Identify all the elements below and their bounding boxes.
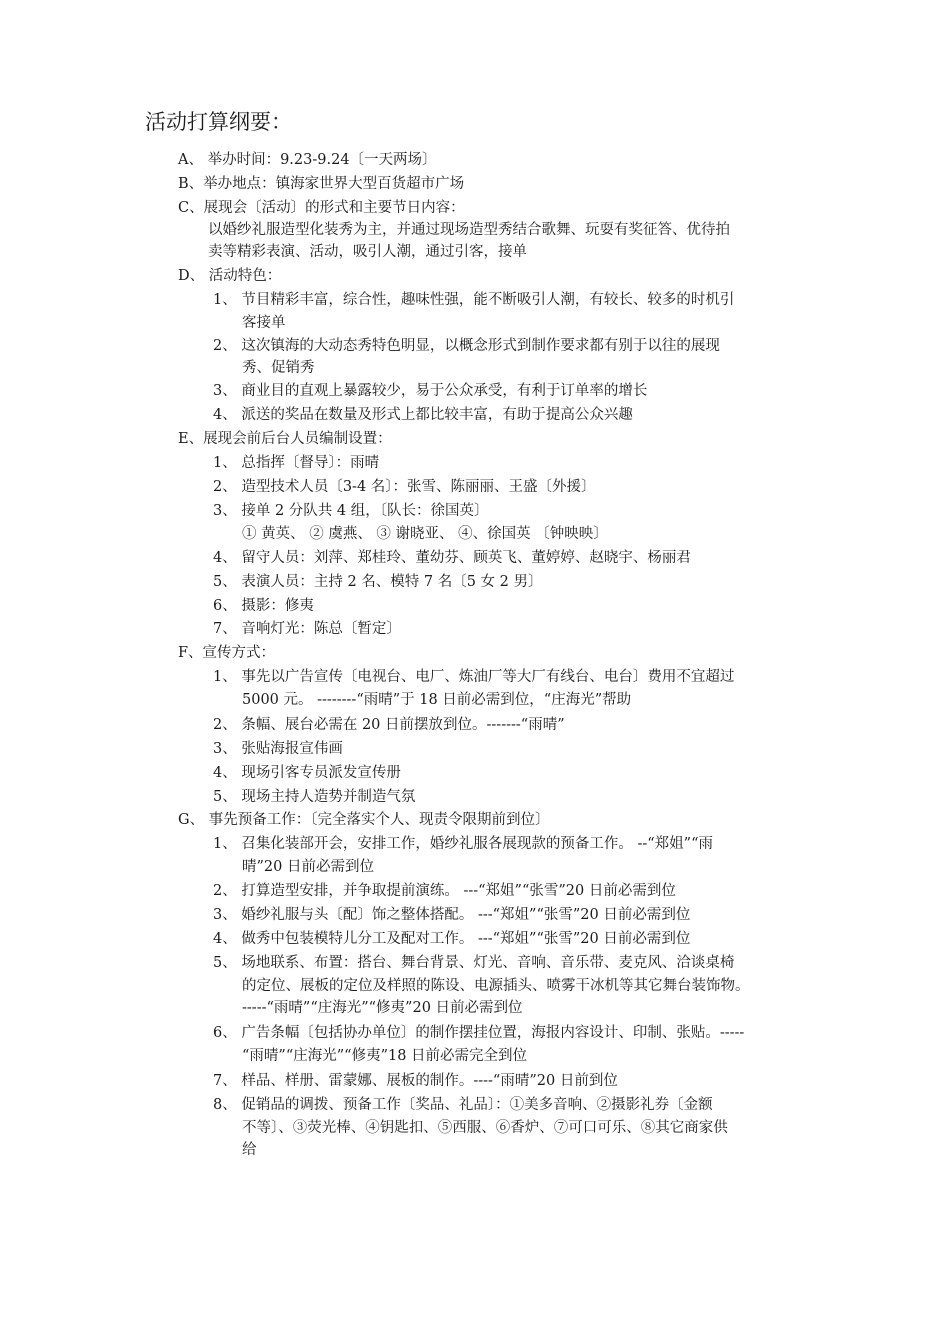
text-line: 4、 现场引客专员派发宣传册 [213, 765, 401, 781]
text-line: -----“雨晴”“庄海光”“修夷”20 日前必需到位 [242, 1000, 523, 1016]
text-line: 客接单 [242, 315, 286, 331]
text-line: 3、 商业目的直观上暴露较少，易于公众承受，有利于订单率的增长 [213, 383, 648, 399]
text-line: 2、 打算造型安排，并争取提前演练。 ---“郑姐”“张雪”20 日前必需到位 [213, 883, 676, 899]
text-line: 2、 这次镇海的大动态秀特色明显，以概念形式到制作要求都有别于以往的展现 [213, 338, 720, 354]
text-line: 5000 元。 --------“雨晴”于 18 日前必需到位，“庄海光”帮助 [242, 692, 632, 708]
text-line: 6、 摄影：修夷 [213, 598, 314, 614]
text-line: 3、 接单 2 分队共 4 组，〔队长：徐国英〕 [213, 503, 489, 519]
text-line: 秀、促销秀 [242, 360, 315, 376]
text-line: 4、 做秀中包装模特儿分工及配对工作。 ---“郑姐”“张雪”20 日前必需到位 [213, 931, 691, 947]
text-line: E、展现会前后台人员编制设置： [178, 431, 392, 447]
text-line: 5、 现场主持人造势并制造气氛 [213, 789, 416, 805]
text-line: 卖等精彩表演、活动，吸引人潮，通过引客，接单 [208, 244, 527, 260]
text-line: 3、 张贴海报宣伟画 [213, 741, 343, 757]
text-line: 5、 表演人员：主持 2 名、模特 7 名〔5 女 2 男〕 [213, 574, 543, 590]
text-line: 1、 事先以广告宣传〔电视台、电厂、炼油厂等大厂有线台、电台〕费用不宜超过 [213, 669, 735, 685]
text-line: 2、 造型技术人员〔3-4 名〕：张雪、陈丽丽、王盛〔外援〕 [213, 479, 596, 495]
text-line: 8、 促销品的调拨、预备工作〔奖品、礼品〕：①美多音响、②摄影礼券〔金额 [213, 1097, 713, 1113]
text-line: 1、 节目精彩丰富，综合性，趣味性强，能不断吸引人潮，有较长、较多的时机引 [213, 292, 735, 308]
text-line: F、宣传方式： [178, 645, 276, 661]
text-line: 7、 样品、样册、雷蒙娜、展板的制作。----“雨晴”20 日前到位 [213, 1073, 618, 1089]
text-line: 4、 留守人员：刘萍、郑桂玲、董幼芬、顾英飞、董婷婷、赵晓宇、杨丽君 [213, 550, 691, 566]
text-line: 的定位、展板的定位及样照的陈设、电源插头、喷雾干冰机等其它舞台装饰物。 [242, 978, 750, 994]
text-line: 5、 场地联系、布置：搭台、舞台背景、灯光、音响、音乐带、麦克风、洽谈桌椅 [213, 955, 735, 971]
text-line: 晴”20 日前必需到位 [242, 859, 374, 875]
document-title: 活动打算纲要： [145, 110, 292, 134]
text-line: 1、 召集化装部开会，安排工作，婚纱礼服各展现款的预备工作。 --“郑姐”“雨 [213, 836, 713, 852]
text-line: “雨晴”“庄海光”“修夷”18 日前必需完全到位 [242, 1048, 528, 1064]
text-line: 7、 音响灯光：陈总〔暂定〕 [213, 621, 401, 637]
text-line: 以婚纱礼服造型化装秀为主，并通过现场造型秀结合歌舞、玩耍有奖征答、优待拍 [208, 222, 730, 238]
text-line: C、展现会〔活动〕的形式和主要节日内容： [178, 200, 465, 216]
text-line: G、 事先预备工作：〔完全落实个人、现责令限期前到位〕 [178, 812, 550, 828]
text-line: ① 黄英、 ② 虞燕、 ③ 谢晓亚、 ④、徐国英 〔钟映映〕 [242, 526, 608, 542]
text-line: B、举办地点：镇海家世界大型百货超市广场 [178, 176, 465, 192]
text-line: 3、 婚纱礼服与头〔配〕饰之整体搭配。 ---“郑姐”“张雪”20 日前必需到位 [213, 907, 691, 923]
text-line: 6、 广告条幅〔包括协办单位〕的制作摆挂位置，海报内容设计、印制、张贴。----- [213, 1025, 745, 1041]
text-line: 4、 派送的奖品在数量及形式上都比较丰富，有助于提高公众兴趣 [213, 407, 633, 423]
text-line: 2、 条幅、展台必需在 20 日前摆放到位。-------“雨晴” [213, 717, 565, 733]
text-line: D、 活动特色： [178, 268, 282, 284]
text-line: 不等〕、③荧光棒、④钥匙扣、⑤西服、⑥香炉、⑦可口可乐、⑧其它商家供 [242, 1120, 728, 1136]
text-line: 给 [242, 1142, 257, 1158]
text-line: A、 举办时间：9.23-9.24〔一天两场〕 [178, 152, 437, 168]
text-line: 1、 总指挥〔督导〕：雨晴 [213, 455, 380, 471]
